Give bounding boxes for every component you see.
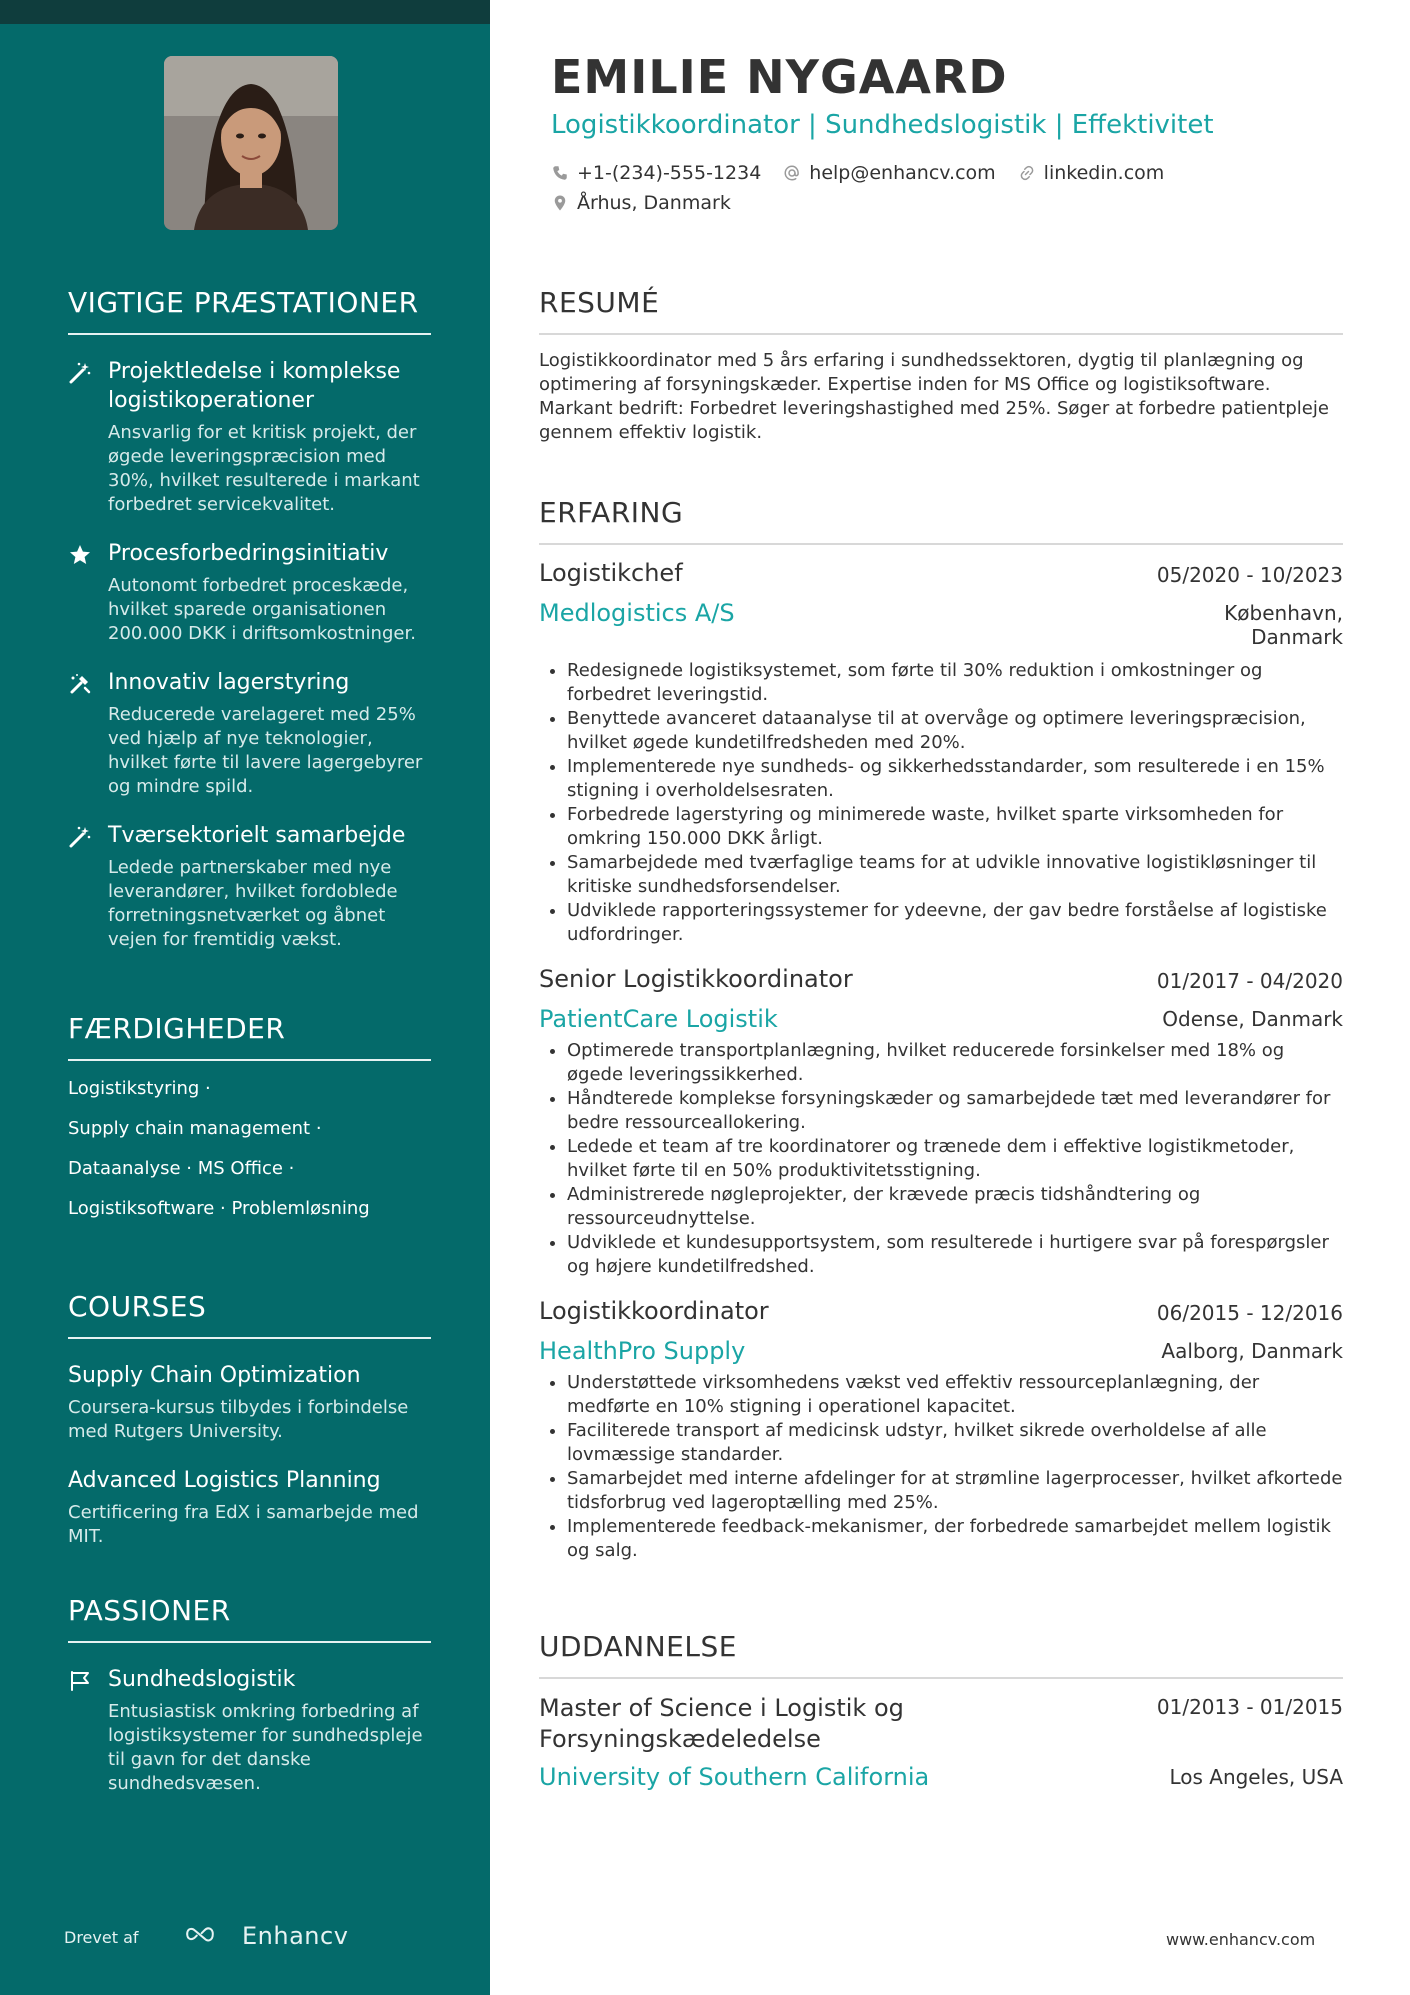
contact-linkedin [1018, 162, 1165, 184]
job-entry [539, 965, 1343, 1279]
job-company: HealthPro Supply [539, 1337, 746, 1365]
achievements-title: VIGTIGE PRÆSTATIONER [68, 286, 431, 335]
job-company: Medlogistics A/S [539, 599, 735, 627]
job-location [1224, 601, 1343, 649]
achievement-text: Autonomt forbedret proceskæde, hvilket sparede organisationen 200.000 DKK i driftsomkostninger. [108, 575, 416, 644]
candidate-name: EMILIE NYGAARD [551, 50, 1008, 104]
passion-title: Sundhedslogistik [108, 1667, 296, 1692]
job-bullet: • Udviklede rapporteringssystemer for ydeevne, der gav bedre forståelse af logistiske udfordringer. [567, 899, 1343, 947]
skills-line: Logistikstyring · [68, 1078, 211, 1099]
sidebar-top-bar [0, 0, 490, 24]
profile-photo [164, 56, 338, 230]
job-bullet: • Benyttede avanceret dataanalyse til at overvåge og optimere leveringspræcision, hvilket øgede kundetilfredsheden med 20%. [567, 707, 1343, 755]
skills-section [68, 1012, 431, 1221]
job-bullet: • Implementerede feedback-mekanismer, der forbedrede samarbejdet mellem logistik og salg. [567, 1515, 1343, 1563]
candidate-headline: Logistikkoordinator | Sundhedslogistik | Effektivitet [551, 110, 1214, 140]
skills-list [68, 1077, 431, 1221]
main-content [490, 0, 1410, 1995]
contact-row [551, 162, 1164, 184]
magic-wand-icon [68, 361, 92, 385]
at-icon [783, 164, 801, 182]
job-bullet: • Optimerede transportplanlægning, hvilket reducerede forsinkelser med 18% og øgede leveringssikkerhed. [567, 1039, 1343, 1087]
job-bullets [539, 659, 1343, 947]
contact-location [551, 192, 731, 214]
contact-phone [551, 162, 761, 184]
job-location: Odense, Danmark [1162, 1007, 1343, 1031]
job-bullets [539, 1371, 1343, 1563]
contact-email [783, 162, 995, 184]
passions-section [68, 1594, 431, 1796]
course-text: Certificering fra EdX i samarbejde med MIT. [68, 1502, 419, 1547]
passions-title: PASSIONER [68, 1594, 431, 1643]
job-bullet: • Understøttede virksomhedens vækst ved effektiv ressourceplanlægning, der medførte en 10% stigning i operationel kapacitet. [567, 1371, 1343, 1419]
job-title: Logistikkoordinator [539, 1297, 769, 1325]
link-icon [1018, 164, 1036, 182]
summary-title: RESUMÉ [539, 286, 1343, 335]
linkedin-link[interactable]: linkedin.com [1043, 162, 1165, 184]
course-title: Supply Chain Optimization [68, 1363, 361, 1388]
job-bullet: • Implementerede nye sundheds- og sikkerhedsstandarder, som resulterede i en 15% stigning i overholdelsesraten. [567, 755, 1343, 803]
achievement-item [68, 821, 431, 952]
course-title: Advanced Logistics Planning [68, 1468, 381, 1493]
achievement-item [68, 539, 431, 646]
job-bullet: • Faciliterede transport af medicinsk udstyr, hvilket sikrede overholdelse af alle lovmæssige standarder. [567, 1419, 1343, 1467]
passion-item [68, 1665, 431, 1796]
school-location: Los Angeles, USA [1169, 1765, 1343, 1789]
job-entry [539, 1297, 1343, 1563]
phone-text[interactable]: +1-(234)-555-1234 [577, 162, 762, 184]
summary-text: Logistikkoordinator med 5 års erfaring i sundhedssektoren, dygtig til planlægning og optimering af forsyningskæder. Expertise inden for MS Office og logistiksoftware. Markant bedrift: Forbedret leveringshastighed med 25%. Søger at forbedre patientpleje gennem effektiv logistik. [539, 350, 1329, 443]
experience-title: ERFARING [539, 496, 1343, 545]
job-bullet: • Udviklede et kundesupportsystem, som resulterede i hurtigere svar på forespørgsler og højere kundetilfredshed. [567, 1231, 1343, 1279]
job-date: 01/2017 - 04/2020 [1156, 969, 1343, 993]
job-bullet: • Ledede et team af tre koordinatorer og trænede dem i effektive logistikmetoder, hvilket førte til en 50% produktivitetsstigning. [567, 1135, 1343, 1183]
job-date: 06/2015 - 12/2016 [1156, 1301, 1343, 1325]
achievement-item [68, 668, 431, 799]
education-title: UDDANNELSE [539, 1630, 1343, 1679]
achievement-title: Tværsektorielt samarbejde [108, 823, 406, 848]
courses-section [68, 1290, 431, 1549]
location-text: Århus, Danmark [577, 192, 731, 214]
achievement-item [68, 357, 431, 517]
achievements-section [68, 286, 431, 952]
job-date: 05/2020 - 10/2023 [1156, 563, 1343, 587]
job-location-line: Danmark [1251, 625, 1343, 649]
job-bullet: • Administrerede nøgleprojekter, der krævede præcis tidshåndtering og ressourceudnyttelse. [567, 1183, 1343, 1231]
achievement-title: Projektledelse i komplekse logistikoperationer [108, 359, 401, 413]
school-name: University of Southern California [539, 1763, 930, 1791]
job-bullet: • Samarbejdede med tværfaglige teams for at udvikle innovative logistikløsninger til kritiske sundhedsforsendelser. [567, 851, 1343, 899]
job-entry [539, 559, 1343, 947]
experience-section [539, 496, 1343, 1563]
job-title: Senior Logistikkoordinator [539, 965, 853, 993]
flag-icon [68, 1669, 92, 1693]
job-location: Aalborg, Danmark [1161, 1339, 1343, 1363]
skills-line: Logistiksoftware · Problemløsning [68, 1198, 370, 1219]
achievement-text: Reducerede varelageret med 25% ved hjælp af nye teknologier, hvilket førte til lavere lagergebyrer og mindre spild. [108, 704, 423, 797]
powered-by-label: Drevet af [64, 1928, 139, 1947]
education-date: 01/2013 - 01/2015 [1156, 1695, 1343, 1719]
achievement-text: Ansvarlig for et kritisk projekt, der øgede leveringspræcision med 30%, hvilket resulterede i markant forbedret servicekvalitet. [108, 422, 420, 515]
achievement-text: Ledede partnerskaber med nye leverandører, hvilket fordoblede forretningsnetværket og åbnet vejen for fremtidig vækst. [108, 857, 398, 950]
enhancv-brand: Enhancv [242, 1922, 349, 1950]
magic-wand-icon [68, 825, 92, 849]
job-bullet: • Samarbejdet med interne afdelinger for at strømline lagerprocesser, hvilket afkortede tidsforbrug ved lageroptælling med 25%. [567, 1467, 1343, 1515]
education-section [539, 1630, 1343, 1793]
course-text: Coursera-kursus tilbydes i forbindelse med Rutgers University. [68, 1397, 409, 1442]
achievement-title: Procesforbedringsinitiativ [108, 541, 389, 566]
job-location-line: København, [1224, 601, 1343, 625]
achievement-title: Innovativ lagerstyring [108, 670, 350, 695]
phone-icon [551, 164, 569, 182]
tools-icon [68, 672, 92, 696]
job-bullet: • Forbedrede lagerstyring og minimerede waste, hvilket sparte virksomheden for omkring 150.000 DKK årligt. [567, 803, 1343, 851]
summary-section [539, 286, 1343, 445]
courses-title: COURSES [68, 1290, 431, 1339]
job-bullets [539, 1039, 1343, 1279]
job-bullet: • Håndterede komplekse forsyningskæder og samarbejdede tæt med leverandører for bedre ressourceallokering. [567, 1087, 1343, 1135]
star-icon [68, 543, 92, 567]
sidebar [0, 0, 490, 1995]
job-title: Logistikchef [539, 559, 683, 587]
job-bullet: • Redesignede logistiksystemet, som førte til 30% reduktion i omkostninger og forbedret leveringstid. [567, 659, 1343, 707]
location-pin-icon [551, 194, 569, 212]
degree-title: Master of Science i Logistik og Forsyningskædeledelse [539, 1694, 904, 1753]
skills-line: Supply chain management · [68, 1118, 322, 1139]
job-company: PatientCare Logistik [539, 1005, 778, 1033]
website-link[interactable]: www.enhancv.com [1166, 1930, 1316, 1949]
education-entry [539, 1693, 1343, 1793]
email-link[interactable]: help@enhancv.com [809, 162, 996, 184]
enhancv-logo-icon [184, 1924, 216, 1944]
skills-title: FÆRDIGHEDER [68, 1012, 431, 1061]
course-item [68, 1361, 431, 1444]
course-item [68, 1466, 431, 1549]
passion-text: Entusiastisk omkring forbedring af logistiksystemer for sundhedspleje til gavn for det danske sundhedsvæsen. [108, 1701, 423, 1794]
skills-line: Dataanalyse · MS Office · [68, 1158, 295, 1179]
